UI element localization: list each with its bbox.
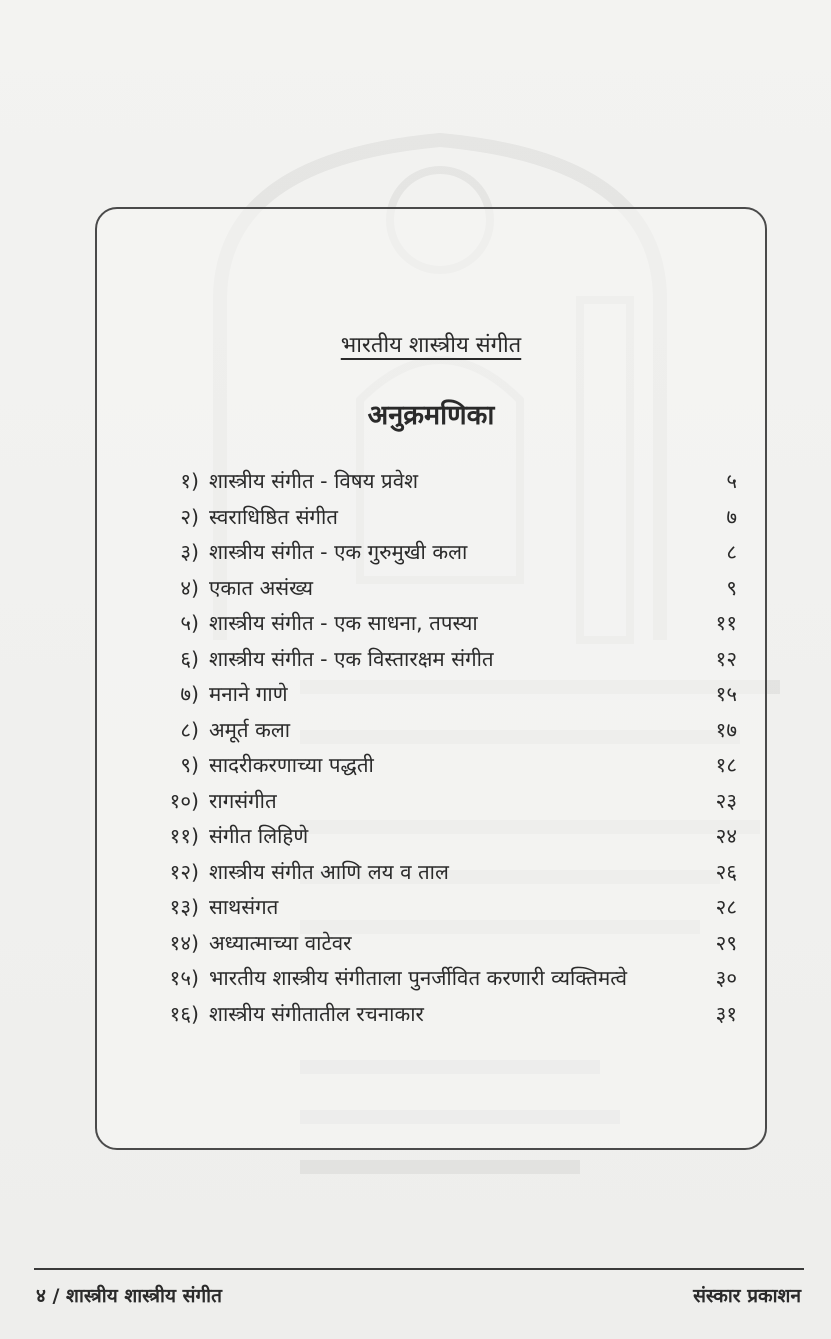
toc-item-page: ११ bbox=[715, 611, 737, 635]
toc-item[interactable] bbox=[137, 716, 737, 752]
toc-item-number: ६) bbox=[180, 646, 199, 671]
toc-item-title: अध्यात्माच्या वाटेवर bbox=[209, 930, 352, 955]
toc-list bbox=[137, 467, 737, 1035]
toc-item-number: ५) bbox=[180, 611, 199, 635]
toc-item-number: १३) bbox=[169, 895, 199, 919]
toc-item[interactable] bbox=[137, 858, 737, 894]
toc-item[interactable] bbox=[137, 538, 737, 574]
toc-item-page: ५ bbox=[726, 469, 737, 493]
toc-item-title: शास्त्रीय संगीत - विषय प्रवेश bbox=[209, 469, 419, 493]
toc-item-page: ८ bbox=[726, 540, 737, 564]
toc-item-title: शास्त्रीय संगीतातील रचनाकार bbox=[209, 1001, 424, 1026]
toc-item-page: १२ bbox=[715, 646, 737, 671]
toc-item-page: १८ bbox=[715, 753, 737, 777]
footer-page-label: ४ / शास्त्रीय शास्त्रीय संगीत bbox=[36, 1285, 222, 1307]
toc-item[interactable] bbox=[137, 893, 737, 929]
toc-item[interactable] bbox=[137, 609, 737, 645]
toc-item-title: शास्त्रीय संगीत - एक गुरुमुखी कला bbox=[209, 540, 468, 564]
toc-item[interactable] bbox=[137, 503, 737, 539]
toc-item[interactable] bbox=[137, 964, 737, 1000]
toc-item-page: ३० bbox=[715, 966, 737, 990]
toc-item-title: स्वराधिष्ठित संगीत bbox=[209, 504, 338, 529]
toc-item-title: एकात असंख्य bbox=[209, 575, 313, 600]
toc-item-page: २८ bbox=[715, 895, 737, 919]
toc-item[interactable] bbox=[137, 751, 737, 787]
toc-item-page: २४ bbox=[715, 824, 737, 848]
toc-item-number: ८) bbox=[180, 717, 199, 742]
toc-item-title: शास्त्रीय संगीत - एक विस्तारक्षम संगीत bbox=[209, 646, 494, 671]
toc-item-page: १५ bbox=[715, 682, 737, 706]
toc-item-number: १५) bbox=[169, 966, 199, 990]
toc-item-page: ३१ bbox=[715, 1001, 737, 1026]
toc-item-page: २६ bbox=[715, 859, 737, 884]
book-title-text: भारतीय शास्त्रीय संगीत bbox=[340, 333, 522, 358]
toc-item[interactable] bbox=[137, 467, 737, 503]
toc-item-number: ७) bbox=[180, 682, 199, 706]
toc-heading: अनुक्रमणिका bbox=[367, 400, 495, 431]
toc-item[interactable] bbox=[137, 787, 737, 823]
toc-item[interactable] bbox=[137, 680, 737, 716]
toc-item-title: साथसंगत bbox=[209, 895, 279, 919]
toc-item-page: ९ bbox=[726, 575, 737, 600]
toc-item-title: अमूर्त कला bbox=[209, 717, 291, 742]
toc-item-title: सादरीकरणाच्या पद्धती bbox=[209, 753, 374, 777]
footer-publisher: संस्कार प्रकाशन bbox=[693, 1285, 801, 1307]
toc-item[interactable] bbox=[137, 645, 737, 681]
toc-item[interactable] bbox=[137, 822, 737, 858]
toc-item-number: ९) bbox=[180, 753, 199, 777]
toc-item-number: १) bbox=[180, 469, 199, 493]
toc-item-number: १४) bbox=[169, 930, 199, 955]
toc-item-number: २) bbox=[180, 504, 199, 529]
toc-item-page: १७ bbox=[715, 717, 737, 742]
toc-item[interactable] bbox=[137, 929, 737, 965]
toc-item-number: १६) bbox=[169, 1001, 199, 1026]
toc-item-title: मनाने गाणे bbox=[209, 682, 288, 706]
toc-item-title: शास्त्रीय संगीत - एक साधना, तपस्या bbox=[209, 611, 478, 635]
toc-item-number: १२) bbox=[169, 859, 199, 884]
toc-item-page: २९ bbox=[715, 930, 737, 955]
toc-item-title: भारतीय शास्त्रीय संगीताला पुनर्जीवित करणारी व्यक्तिमत्वे bbox=[209, 966, 628, 990]
toc-item-page: ७ bbox=[726, 504, 737, 529]
toc-item-title: रागसंगीत bbox=[209, 788, 277, 813]
toc-item-number: ११) bbox=[169, 824, 199, 848]
toc-item-number: ४) bbox=[180, 575, 199, 600]
toc-item-page: २३ bbox=[715, 788, 737, 813]
book-title bbox=[97, 329, 765, 359]
footer-divider bbox=[34, 1268, 804, 1270]
toc-item-title: शास्त्रीय संगीत आणि लय व ताल bbox=[209, 859, 449, 884]
toc-item-number: ३) bbox=[180, 540, 199, 564]
toc-item-title: संगीत लिहिणे bbox=[209, 824, 309, 848]
toc-item[interactable] bbox=[137, 1000, 737, 1036]
toc-item-number: १०) bbox=[169, 788, 199, 813]
toc-item[interactable] bbox=[137, 574, 737, 610]
toc-box bbox=[95, 207, 767, 1150]
